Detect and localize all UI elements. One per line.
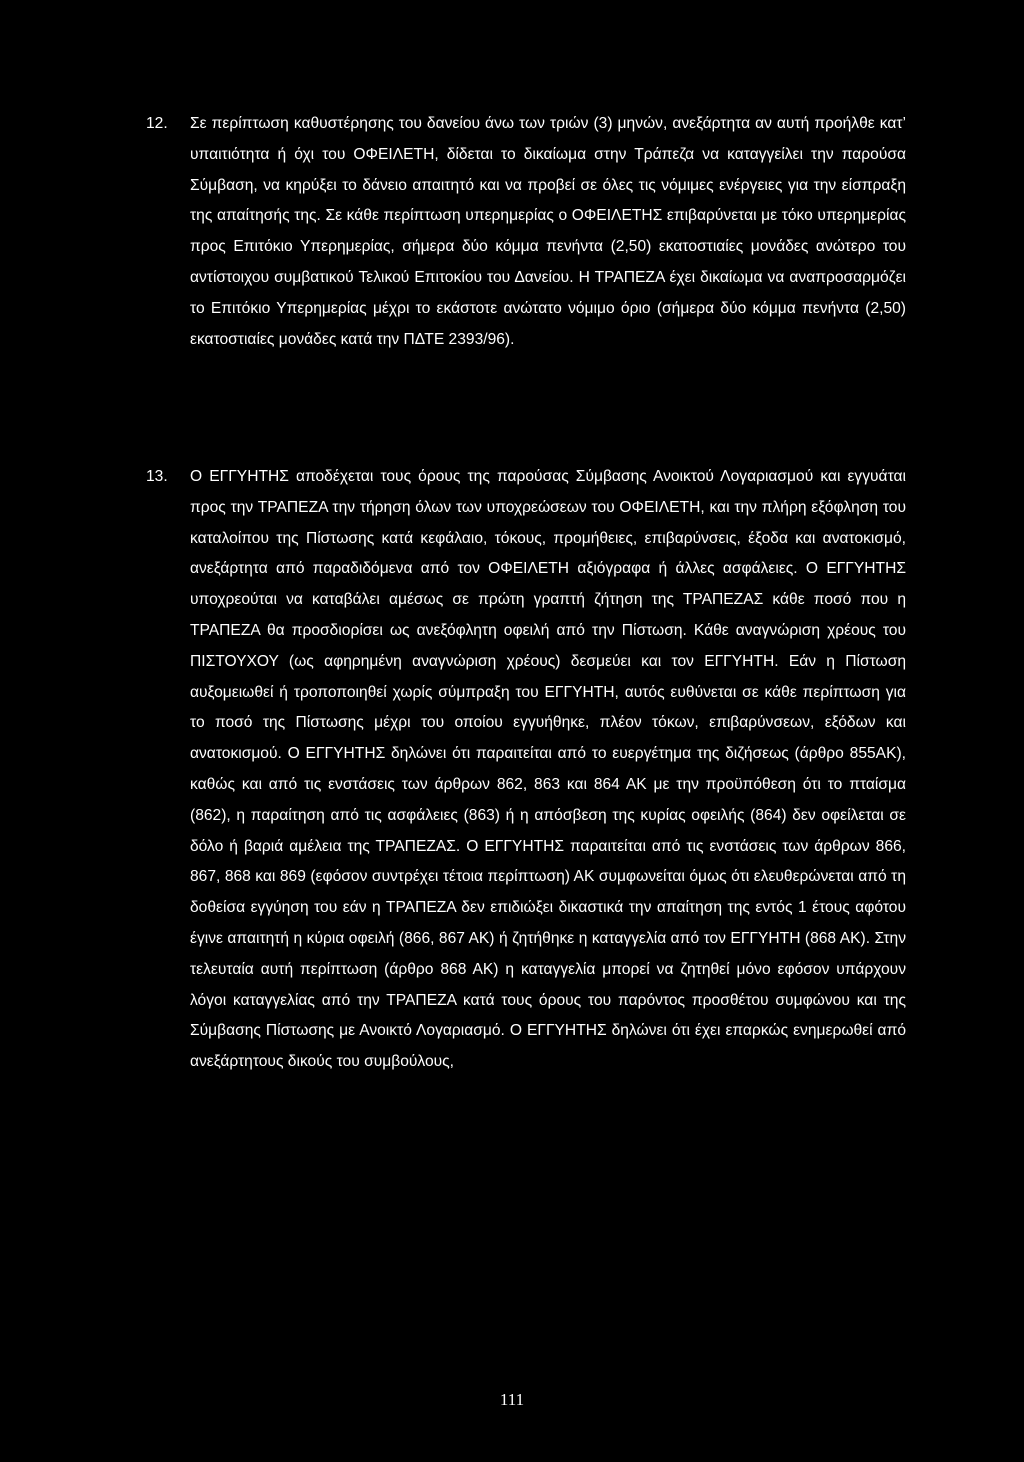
article-text: Ο ΕΓΓΥΗΤΗΣ αποδέχεται τους όρους της παρούσας Σύμβασης Ανοικτού Λογαριασμού και εγγυάται προς την ΤΡΑΠΕΖΑ την τήρηση όλων των υποχρεώσεων του ΟΦΕΙΛΕΤΗ, και την πλήρη εξόφληση του καταλοίπου της Πίστωσης κατά κεφάλαιο, τόκους, προμήθειες, επιβαρύνσεις, έξοδα και ανατοκισμό, ανεξάρτητα από παραδιδόμενα από τον ΟΦΕΙΛΕΤΗ αξιόγραφα ή άλλες ασφάλειες. Ο ΕΓΓΥΗΤΗΣ υποχρεούται να καταβάλει αμέσως σε πρώτη γραπτή ζήτηση της ΤΡΑΠΕΖΑΣ κάθε ποσό που η ΤΡΑΠΕΖΑ θα προσδιορίσει ως ανεξόφλητη οφειλή από την Πίστωση. Κάθε αναγνώριση χρέους του ΠΙΣΤΟΥΧΟΥ (ως αφηρημένη αναγνώριση χρέους) δεσμεύει και τον ΕΓΓΥΗΤΗ. Εάν η Πίστωση αυξομειωθεί ή τροποποιηθεί χωρίς σύμπραξη του ΕΓΓΥΗΤΗ, αυτός ευθύνεται σε κάθε περίπτωση για το ποσό της Πίστωσης μέχρι του οποίου εγγυήθηκε, πλέον τόκων, επιβαρύνσεων, εξόδων και ανατοκισμού. Ο ΕΓΓΥΗΤΗΣ δηλώνει ότι παραιτείται από το ευεργέτημα της διζήσεως (άρθρο 855ΑΚ), καθώς και από τις ενστάσεις των άρθρων 862, 863 και 864 ΑΚ με την προϋπόθεση ότι το πταίσμα (862), η παραίτηση από τις ασφάλειες (863) ή η απόσβεση της κυρίας οφειλής (864) δεν οφείλεται σε δόλο ή βαριά αμέλεια της ΤΡΑΠΕΖΑΣ. Ο ΕΓΓΥΗΤΗΣ παραιτείται από τις ενστάσεις των άρθρων 866, 867, 868 και 869 (εφόσον συντρέχει τέτοια περίπτωση) ΑΚ συμφωνείται όμως ότι ελευθερώνεται από τη δοθείσα εγγύηση του εάν η ΤΡΑΠΕΖΑ δεν επιδιώξει δικαστικά την απαίτηση της εντός 1 έτους αφότου έγινε απαιτητή η κύρια οφειλή (866, 867 ΑΚ) ή ζητήθηκε η καταγγελία από τον ΕΓΓΥΗΤΗ (868 ΑΚ). Στην τελευταία αυτή περίπτωση (άρθρο 868 ΑΚ) η καταγγελία μπορεί να ζητηθεί μόνο εφόσον υπάρχουν λόγοι καταγγελίας από την ΤΡΑΠΕΖΑ κατά τους όρους του παρόντος προσθέτου συμφώνου και της Σύμβασης Πίστωσης με Ανοικτό Λογαριασμό. Ο ΕΓΓΥΗΤΗΣ δηλώνει ότι έχει επαρκώς ενημερωθεί από ανεξάρτητους δικούς του συμβούλους, [190,468,906,1071]
article-number: 12. [146,115,168,132]
page-number: 111 [499,1390,525,1409]
article-13 [146,462,906,1078]
article-number: 13. [146,468,168,485]
article-12 [146,109,906,355]
article-text: Σε περίπτωση καθυστέρησης του δανείου άνω των τριών (3) μηνών, ανεξάρτητα αν αυτή προήλθε κατ’ υπαιτιότητα ή όχι του ΟΦΕΙΛΕΤΗ, δίδεται το δικαίωμα στην Τράπεζα να καταγγείλει την παρούσα Σύμβαση, να κηρύξει το δάνειο απαιτητό και να προβεί σε όλες τις νόμιμες ενέργειες για την είσπραξη της απαίτησής της. Σε κάθε περίπτωση υπερημερίας ο ΟΦΕΙΛΕΤΗΣ επιβαρύνεται με τόκο υπερημερίας προς Επιτόκιο Υπερημερίας, σήμερα δύο κόμμα πενήντα (2,50) εκατοστιαίες μονάδες ανώτερο του αντίστοιχου συμβατικού Τελικού Επιτοκίου του Δανείου. Η ΤΡΑΠΕΖΑ έχει δικαίωμα να αναπροσαρμόζει το Επιτόκιο Υπερημερίας μέχρι το εκάστοτε ανώτατο νόμιμο όριο (σήμερα δύο κόμμα πενήντα (2,50) εκατοστιαίες μονάδες κατά την ΠΔΤΕ 2393/96). [190,115,906,348]
